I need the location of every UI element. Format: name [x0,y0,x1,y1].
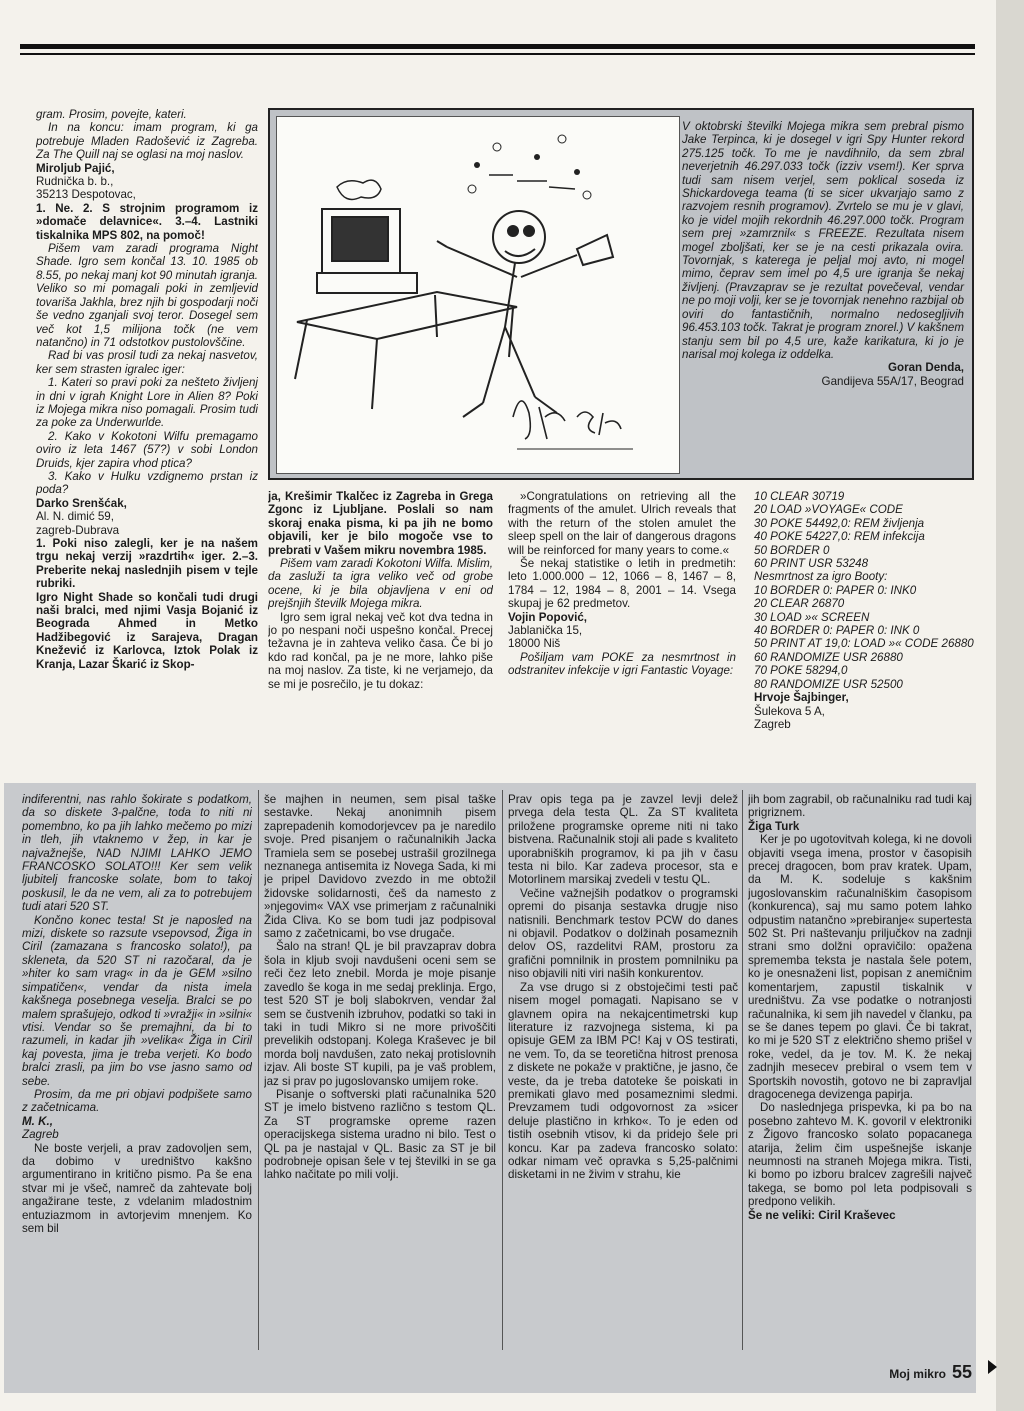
col1-paragraph: 1. Poki niso zalegli, ker je na našem trgu nekaj verzij »razdrtih« iger. 2.–3. Preberite nekaj naslednjih pisem v tejle rubriki. [36,537,258,591]
b1-paragraph: Prosim, da me pri objavi podpišete samo z začetnicama. [22,1087,252,1115]
continue-arrow-icon [988,1360,997,1374]
col4-paragraph: 70 POKE 58294,0 [754,664,848,678]
bottom-column-4 [748,793,972,1353]
bottom-column-3 [508,793,738,1353]
b1-paragraph: Zagreb [22,1128,59,1142]
col4-paragraph: Zagreb [754,717,791,731]
col4-paragraph: Šulekova 5 A, [754,704,825,718]
col1-paragraph: zagreb-Dubrava [36,523,120,537]
b3-paragraph: Za vse drugo si z obstoječimi testi pač nisem mogel pomagati. Napisano se v glavnem opira na nekajcentimetrski kup literature iz razvojnega sistema, ki pa opisuje GEM za IBM PC! Kaj v OS testirati, ne vem. To, da se teoretična hitrost prenosa z diskete ne pokaže v praktične, je jasno, če veste, da je treba datoteke še poiskati in premikati glavo med posameznimi sledmi. Prevzamem tudi odgovornost za »sicer deluje plastično in krhko«. To je eden od tistih osebnih vtisov, ki da pridejo šele pri koncu. Kar pa zadeva francosko solato: odkar nimam več opravka s 5,25-palčnimi disketami in ne živim v strahu, kie [508,980,738,1182]
col1-paragraph: 1. Kateri so pravi poki za nešteto življenj in dni v igrah Knight Lore in Alien 8? Poki iz Mojega mikra niso pomagali. Prosim tudi za poke za Underwurlde. [36,376,258,430]
col3-paragraph: »Congratulations on retrieving all the fragments of the amulet. Ulrich reveals that with the return of the stolen amulet the sleep spell on the lair of dangerous dragons will be reinforced for many years to come.« [508,490,736,557]
col1-paragraph: Rad bi vas prosil tudi za nekaj nasvetov, ker sem strasten igralec iger: [36,349,258,376]
col3-paragraph: Še nekaj statistike o letih in predmetih: leto 1.000.000 – 12, 1066 – 8, 1467 – 8, 1784 – 12, 1984 – 8, 2001 – 14. Vsega skupaj je 62 predmetov. [508,557,736,611]
col4-paragraph: 10 BORDER 0: PAPER 0: INK0 [754,583,917,597]
col4-paragraph: Nesmrtnost za igro Booty: [754,570,888,584]
col4-paragraph: Hrvoje Šajbinger, [754,691,849,705]
b2-paragraph: Pisanje o softverski plati računalnika 520 ST je imelo bistveno različno s testom QL. Za ST programske opreme razen operacijskega sistema uradno ni bilo. Test o QL pa je nastajal v QL. Basic za ST je bil podrobneje opisan šele v tej številki in se ga lahko načitate po mili volji. [264,1087,496,1182]
col1-paragraph: gram. Prosim, povejte, kateri. [36,108,187,121]
cartoon-letter-text [682,120,964,388]
col1-paragraph: 35213 Despotovac, [36,188,136,202]
page-footer [889,1362,972,1383]
col1-paragraph: Igro Night Shade so končali tudi drugi naši bralci, med njimi Vasja Bojanić iz Beograda Ahmed in Metko Hadžibegović iz Sarajeva, Dragan Knežević iz Karlovca, Iztok Polak iz Kranja, Lazar Škarić iz Skop- [36,590,258,671]
column-4-code [754,490,982,780]
bottom-column-2 [264,793,496,1353]
b4-paragraph: Žiga Turk [748,819,800,833]
cartoon-text-paragraph: Goran Denda, [887,361,964,375]
col1-paragraph: Miroljub Pajić, [36,161,115,175]
col4-paragraph: 40 POKE 54227,0: REM infekcija [754,530,925,544]
b1-paragraph: indiferentni, nas rahlo šokirate s podatkom, da so diskete 3-palčne, toda to niti ni pomembno, ko pa jih lahko mečemo po mizi in tleh, jih vtaknemo v žep, in kar je najvažnejše, NAD NJIMI LAHKO JEMO FRANCOSKO SOLATO!!! Ker sem velik ljubitelj francoske solate, bom to takoj poskusil, le da ne vem, ali za to potrebujem tudi atari 520 ST. [22,793,252,914]
col2-paragraph: Pišem vam zaradi Kokotoni Wilfa. Mislim, da zasluži ta igra veliko več od grobe ocene, ki je bila objavljena v eni od prejšnjih številk Mojega mikra. [268,557,493,611]
col4-paragraph: 10 CLEAR 30719 [754,490,845,503]
col4-paragraph: 30 LOAD »« SCREEN [754,610,870,624]
divider-2 [502,790,503,1350]
col3-paragraph: 18000 Niš [508,637,561,651]
cartoon-text-paragraph: V oktobrski številki Mojega mikra sem prebral pismo Jake Terpinca, ki je dosegel v igri Spy Hunter rekord 275.125 točk. To me je navdihnilo, da sem zbral neverjetnih 46.297.033 točk (izziv vsem!). Ker sprva tudi sam nisem verjel, sem poklical soseda iz Shickardovega teama (ti se sicer ukvarjajo samo z razvojem resnih programov). Zvrtelo se mu je v glavi, ko je videl mojih rekordnih 46.297.000 točk. Program sem prej »zamrznil« s FREEZE. Rezultata nisem mogel zboljšati, ker se je na cesti prikazala ovira. Tovornjak, s katerega je peljal moj avto, ni mogel mimo, čeprav sem imel po 4,5 ure igranja še nekaj življenj. (Pravzaprav se je rezultat povečeval, vendar ne po moji volji, ker se je tovornjak nenehno razbijal ob oviri do fantastičnih, normalno nedosegljivih 96.453.103 točk. Takrat je program znorel.) V kakšnem stanju sem bil po 4,5 ure, kaže karikatura, ki jo je narisal moj kolega iz oddelka. [682,120,964,361]
top-rule-thin [20,53,975,55]
col4-paragraph: 60 RANDOMIZE USR 26880 [754,650,903,664]
col3-paragraph: Pošiljam vam POKE za nesmrtnost in odstranitev infekcije v igri Fantastic Voyage: [508,650,736,678]
col1-paragraph: Pišem vam zaradi programa Night Shade. Igro sem končal 13. 10. 1985 ob 8.55, po nekaj manj kot 90 minutah igranja. Veliko so mi pomagali poki in zemljevid tovariša Jakhla, brez njih bi gospodarji noči še vedno zganjali svoj teror. Dosegel sem več kot 1,5 milijona točk (ne vem natančno) in 71 odstotkov pustolovščine. [36,242,258,349]
col3-paragraph: Jablanička 15, [508,624,583,638]
col1-paragraph: 2. Kako v Kokotoni Wilfu premagamo oviro iz leta 1467 (57?) v sobi London Druids, kjer zapira vhod ptica? [36,429,258,470]
computer-gamer-cartoon [277,117,679,473]
b1-paragraph: Končno konec testa! St je naposled na mizi, diskete so razsute vsepovsod, Žiga in Ciril (zamazana s francosko solato!), pa skleneta, da 520 ST ni razočaral, da je »hiter ko sam vrag« in da je GEM »silno simpatičen«, vendar da nista imela kakšnega posebnega veselja. Bralci se po malem sprašujejo, odkod ti »vražji« in »silni« vtisi. Vendar so še premajhni, da bi to razumeli, in kadar jih »velika« Žiga in Ciril kaj povesta, jima je treba verjeti. Ko bodo bralci zrasli, pa jim bo vse jasno samo od sebe. [22,913,252,1088]
cartoon-text-paragraph: Gandijeva 55A/17, Beograd [821,374,964,388]
b2-paragraph: Šalo na stran! QL je bil pravzaprav dobra šola in kljub svoji navdušeni oceni sem se reči čez leto znebil. Morda je moje pisanje zavedlo še koga in me sedaj preklinja. Ergo, test 520 ST je bolj slabokrven, vendar žal sem se čustvenih izbruhov, podatki so taki in taki in tudi Mikro si ne more privoščiti prevelikih odstopanj. Kolega Kraševec je bil morda bolj navdušen, zato nekaj protislovnih izjav. Ali boste ST kupili, pa je vaš problem, jaz si prav po jugoslovansko umijem roke. [264,940,496,1088]
b1-paragraph: M. K., [22,1114,53,1128]
b4-paragraph: Še ne veliki: Ciril Kraševec [748,1208,896,1222]
b4-paragraph: Ker je po ugotovitvah kolega, ki ne dovoli objaviti vsega imena, prostor v časopisih precej dragocen, bom prav kratek. Upam, da M. K. sodeluje s kakšnim jugoslovanskim računalniškim časopisom (konkurenca), saj mu samo potem lahko odpustim natančno »prebiranje« supertesta 502 St. Pri naštevanju priljučkov na zadnji strani smo dolžni opravičilo: opažena sprememba teksta je nastala šele potem, ko je onesnaženi list, popisan z anemičnim komentarjem, zapustil tiskalnik v uredništvu. Za vse podatke o notranjosti računalnika, ki sem jih navedel v članku, pa se še danes tepem po glavi. Če bi takrat, ko mi je 520 ST z električno shemo prišel v roke, vedel, da je tov. M. K. že nekaj zadnjih mesecev prebiral o vsem tem v Sportskih novostih, gotovo ne bi zapravljal dragocenega devizenga papirja. [748,833,972,1101]
col2-paragraph: Igro sem igral nekaj več kot dva tedna in jo po nespani noči uspešno končal. Precej težavna je in zahteva veliko časa. Če bi jo kdo rad končal, pa je ne more, lahko piše na moj naslov. Za tiste, ki ne verjamejo, da se mi je posrečilo, je tu dokaz: [268,610,493,691]
col4-paragraph: 50 BORDER 0 [754,543,830,557]
b4-paragraph: jih bom zagrabil, ob računalniku rad tudi kaj prigriznem. [748,793,972,820]
top-rule-thick [20,44,975,49]
col1-paragraph: Al. N. dimić 59, [36,510,114,524]
cartoon-panel [268,108,974,480]
col3-paragraph: Vojin Popović, [508,610,588,624]
cartoon-illustration [276,116,680,474]
col1-paragraph: In na koncu: imam program, ki ga potrebuje Mladen Radošević iz Zagreba. Za The Quill naj se oglasi na moj naslov. [36,121,258,162]
column-1-letters [36,108,258,778]
column-3-letters [508,490,736,780]
divider-3 [742,790,743,1350]
col4-paragraph: 40 BORDER 0: PAPER 0: INK 0 [754,624,920,638]
b3-paragraph: Večine važnejših podatkov o programski opremi do pisanja sestavka drugje niso natisnili. Benchmark testov PCW do danes ni objavil. Podatkov o dolžinah posameznih delov OS, razdelitvi RAM, prostoru za grafični pomnilnik in prostem pomnilniku pa niso objavili niti viri naših konkurentov. [508,886,738,981]
bottom-column-1 [22,793,252,1353]
magazine-name: Moj mikro [889,1367,946,1381]
col1-paragraph: Darko Srenšćak, [36,496,127,510]
page-number: 55 [951,1362,972,1382]
col4-paragraph: 30 POKE 54492,0: REM življenja [754,516,925,530]
col4-paragraph: 20 CLEAR 26870 [754,597,845,611]
col2-paragraph: ja, Krešimir Tkalčec iz Zagreba in Grega Zgonc iz Ljubljane. Poslali so nam skoraj enaka pisma, ki pa jih ne bomo objavili, ker je bilo mogoče vse to prebrati v Vašem mikru novembra 1985. [268,490,493,557]
b1-paragraph: Ne boste verjeli, a prav zadovoljen sem, da dobimo v uredništvo kakšno argumentirano in kritično pismo. Pa še ena stvar mi je všeč, namreč da zahtevate bolj angažirane teste, z vdelanim mladostnim entuziazmom in avtorjevim mnenjem. Ko sem bil [22,1141,252,1235]
col4-paragraph: 60 PRINT USR 53248 [754,557,869,571]
column-2-letters [268,490,493,780]
col1-paragraph: 1. Ne. 2. S strojnim programom iz »domače delavnice«. 3.–4. Lastniki tiskalnika MPS 802, na pomoč! [36,201,258,242]
col1-paragraph: Rudnička b. b., [36,175,114,189]
b2-paragraph: še majhen in neumen, sem pisal taške sestavke. Nekaj anonimnih pisem zaprepadenih komodorjevcev pa je naredilo svoje. Pred pisanjem o računalnikih Jacka Tramiela sem se posebej ustrašil grozilnega neznanega antisemita iz Novega Sada, ki mi je pripel Davidovo zvezdo in me obtožil židovske solidarnosti, češ da namesto z »njegovim« VAX vse primerjam z računalniki Žida Cliva. Ko se bom tudi jaz podpisoval samo z začetnicami, bo vse drugače. [264,793,496,941]
col4-paragraph: 20 LOAD »VOYAGE« CODE [754,503,903,517]
col4-paragraph: 80 RANDOMIZE USR 52500 [754,677,903,691]
b4-paragraph: Do naslednjega prispevka, ki pa bo na posebno zahtevo M. K. govoril v elektroniki z Žigovo francosko solato popacanega atarija, želim čim uspešnejše iskanje neumnosti na straneh Mojega mikra. Tisti, ki bomo po izboru bralcev zagrešili največ takega, se bomo pol leta podpisovali s predpono velikih. [748,1101,972,1209]
divider-1 [258,790,259,1350]
col4-paragraph: 50 PRINT AT 19,0: LOAD »« CODE 26880 [754,637,974,651]
b3-paragraph: Prav opis tega pa je zavzel levji delež prvega dela testa QL. Za ST kvaliteta priložene programske opreme niti ni tako bistvena. Računalnik stoji ali pade s kvaliteto uporabniških programov, ki pa jih v času testa ni bilo. Kar zadeva procesor, sta e Motorlinem marsikaj zvedeli v testu QL. [508,793,738,887]
scan-edge [996,0,1024,1411]
col1-paragraph: 3. Kako v Hulku vzdignemo prstan iz poda? [36,469,258,497]
